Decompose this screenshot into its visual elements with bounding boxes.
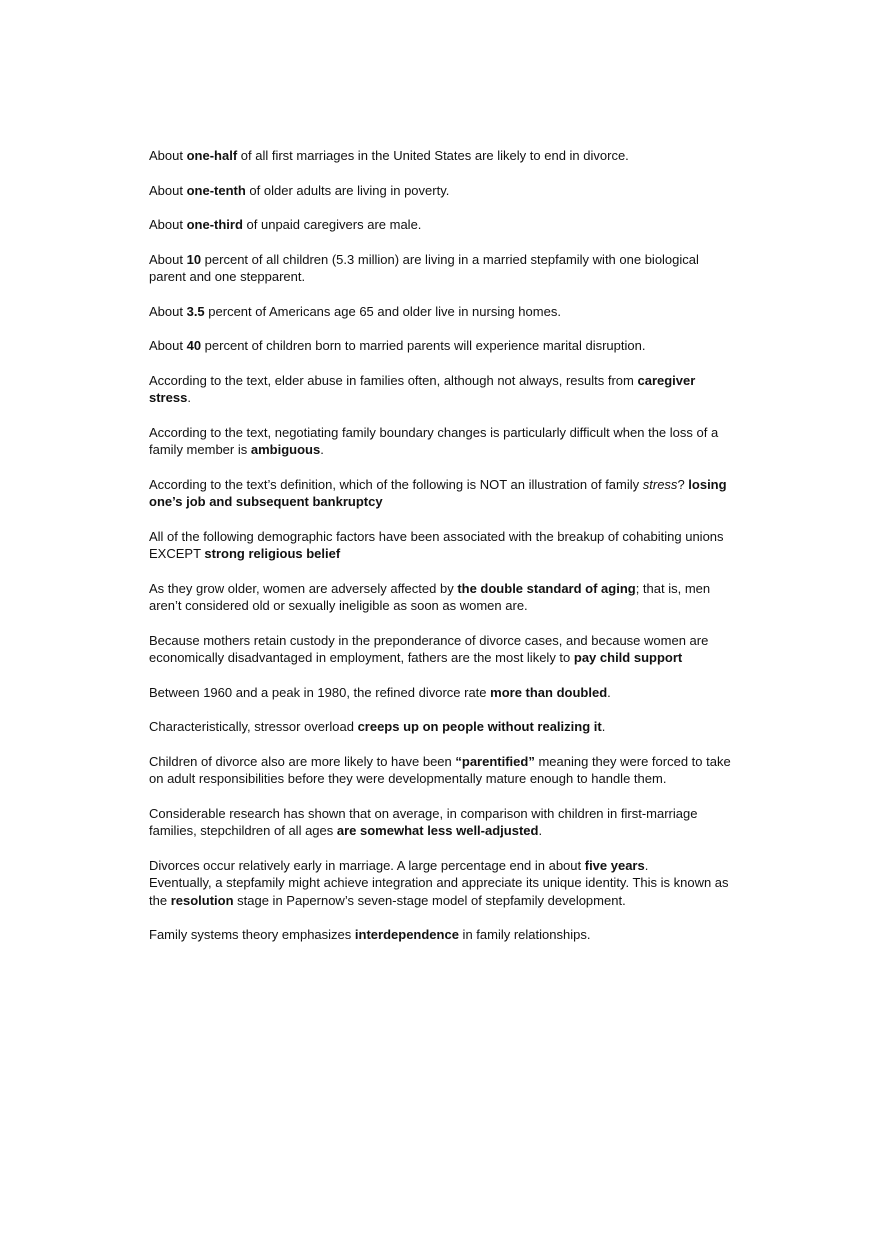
- bold-answer: “parentified”: [455, 753, 535, 769]
- paragraph: [149, 303, 739, 321]
- text-segment: Family systems theory emphasizes: [149, 927, 355, 942]
- bold-answer: one-tenth: [186, 182, 246, 198]
- bold-answer: 10: [186, 251, 202, 267]
- text-segment: in family relationships.: [458, 927, 591, 942]
- text-segment: Considerable research has shown that on average, in comparison with children in first-marriage families, stepchildren of all ages: [149, 805, 698, 838]
- paragraph: [149, 926, 739, 944]
- text-segment: About: [149, 338, 187, 353]
- text-segment: .: [320, 442, 324, 457]
- text-segment: As they grow older, women are adversely affected by: [149, 580, 458, 596]
- paragraph: [149, 857, 739, 875]
- text-segment: percent of children born to married parents will experience marital disruption.: [201, 338, 646, 353]
- paragraph: [149, 424, 739, 459]
- text-segment: Divorces occur relatively early in marriage. A large percentage end in about: [149, 857, 585, 873]
- paragraph: [149, 684, 739, 702]
- paragraph: [149, 216, 739, 234]
- text-segment: .: [607, 684, 611, 700]
- text-segment: Between 1960 and a peak in 1980, the refined divorce rate: [149, 684, 491, 700]
- bold-answer: one-half: [186, 148, 238, 163]
- paragraph: [149, 632, 739, 667]
- text-segment: ?: [677, 476, 689, 492]
- text-segment: Eventually, a stepfamily might achieve integration and appreciate its unique identity. This is known as the: [149, 875, 729, 908]
- paragraph: [149, 753, 739, 788]
- bold-answer: more than doubled: [490, 684, 608, 700]
- text-segment: According to the text’s definition, which of the following is NOT an illustration of family: [149, 476, 643, 492]
- bold-answer: five years: [584, 857, 645, 873]
- italic-term: stress: [642, 476, 678, 492]
- bold-answer: losing one’s job and subsequent bankruptcy: [149, 476, 727, 509]
- paragraph: [149, 874, 739, 909]
- paragraph: [149, 476, 739, 511]
- text-segment: .: [538, 823, 543, 838]
- paragraph: [149, 372, 739, 407]
- text-segment: All of the following demographic factors have been associated with the breakup of cohabiting unions EXCEPT: [149, 528, 724, 561]
- text-segment: .: [644, 857, 649, 873]
- text-segment: Because mothers retain custody in the preponderance of divorce cases, and because women are economically disadvantaged in employment, fathers are the most likely to: [149, 632, 709, 665]
- text-segment: .: [601, 719, 606, 734]
- text-segment: of all first marriages in the United States are likely to end in divorce.: [237, 148, 629, 163]
- bold-answer: resolution: [170, 892, 234, 908]
- bold-answer: 40: [186, 338, 202, 353]
- text-segment: stage in Papernow’s seven-stage model of stepfamily development.: [233, 892, 626, 908]
- paragraph: [149, 147, 739, 165]
- document-body: [149, 147, 739, 961]
- text-segment: percent of all children (5.3 million) are living in a married stepfamily with one biological parent and one stepparent.: [149, 251, 699, 284]
- bold-answer: interdependence: [354, 927, 459, 942]
- text-segment: About: [149, 251, 187, 267]
- bold-answer: creeps up on people without realizing it: [357, 719, 602, 734]
- bold-answer: ambiguous: [250, 442, 321, 457]
- text-segment: About: [149, 303, 187, 319]
- paragraph: [149, 805, 739, 840]
- text-segment: of unpaid caregivers are male.: [242, 217, 422, 232]
- bold-answer: one-third: [186, 217, 243, 232]
- bold-answer: 3.5: [186, 303, 205, 319]
- text-segment: .: [187, 390, 191, 405]
- text-segment: Children of divorce also are more likely to have been: [149, 753, 456, 769]
- text-segment: According to the text, elder abuse in families often, although not always, results from: [149, 372, 638, 388]
- text-segment: percent of Americans age 65 and older live in nursing homes.: [204, 303, 561, 319]
- paragraph: [149, 580, 739, 615]
- text-segment: According to the text, negotiating family boundary changes is particularly difficult when the loss of a family member is: [149, 424, 719, 457]
- text-segment: About: [149, 148, 187, 163]
- bold-answer: strong religious belief: [204, 546, 341, 561]
- bold-answer: the double standard of aging: [457, 580, 636, 596]
- paragraph: [149, 251, 739, 286]
- bold-answer: caregiver stress: [149, 372, 696, 405]
- paragraph: [149, 182, 739, 200]
- bold-answer: are somewhat less well-adjusted: [336, 823, 539, 838]
- paragraph: [149, 718, 739, 736]
- text-segment: About: [149, 182, 187, 198]
- bold-answer: pay child support: [573, 650, 683, 665]
- paragraph: [149, 528, 739, 563]
- text-segment: meaning they were forced to take on adult responsibilities before they were developmentally mature enough to handle them.: [149, 753, 731, 786]
- text-segment: of older adults are living in poverty.: [245, 182, 450, 198]
- paragraph: [149, 337, 739, 355]
- text-segment: ; that is, men aren’t considered old or sexually ineligible as soon as women are.: [149, 580, 711, 613]
- text-segment: About: [149, 217, 187, 232]
- text-segment: Characteristically, stressor overload: [149, 719, 358, 734]
